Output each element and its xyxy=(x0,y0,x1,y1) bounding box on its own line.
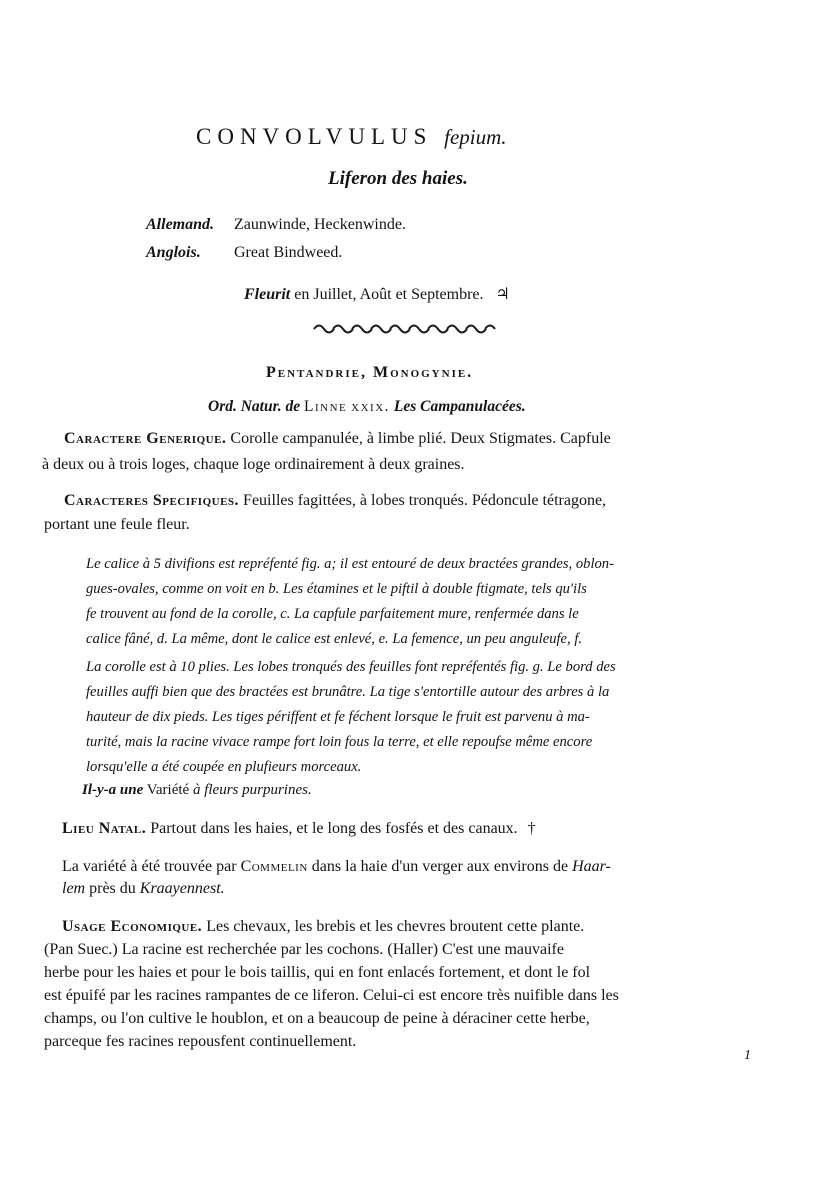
variety-note-continued xyxy=(62,880,225,898)
linnaean-class: Pentandrie, Monogynie. xyxy=(266,364,474,381)
usage-text: Les chevaux, les brebis et les chevres broutent cette plante. xyxy=(206,918,585,935)
note-place: lem xyxy=(62,880,86,897)
note-text: dans la haie d'un verger aux environs de xyxy=(311,858,569,875)
description-line: Le calice à 5 divifions est repréfenté fig. a; il est entouré de deux bractées grandes, oblon- xyxy=(86,556,614,572)
usage-label: Usage Economique. xyxy=(62,918,203,935)
usage-line: herbe pour les haies et pour le bois taillis, qui en font enlacés fortement, et dont le fol xyxy=(44,964,591,981)
description-line: turité, mais la racine vivace rampe fort loin fous la terre, et elle repoufse même encore xyxy=(86,734,593,750)
order-prefix: Ord. Natur. de xyxy=(208,398,301,415)
note-person: Commelin xyxy=(240,858,308,875)
variety-suffix: à fleurs purpurines. xyxy=(192,782,312,798)
generic-character-line xyxy=(64,430,611,448)
usage-line: parceque fes racines repousfent continuellement. xyxy=(44,1033,357,1050)
dagger-mark: † xyxy=(527,820,536,837)
vernacular-lang: Allemand. xyxy=(146,216,215,233)
generic-text-continued: à deux ou à trois loges, chaque loge ordinairement à deux graines. xyxy=(42,456,465,473)
order-author: Linne xyxy=(304,398,348,415)
note-text: près du xyxy=(89,880,136,897)
note-text: La variété à été trouvée par xyxy=(62,858,237,875)
vernacular-row xyxy=(146,216,406,234)
description-line: gues-ovales, comme on voit en b. Les étamines et le piftil à double ftigmate, tels qu'ils xyxy=(86,581,587,597)
variety-word: Variété xyxy=(146,782,190,798)
usage-line: champs, ou l'on cultive le houblon, et on a beaucoup de peine à déraciner cette herbe, xyxy=(44,1010,590,1027)
description-line: calice fâné, d. La même, dont le calice est enlevé, e. La femence, un peu anguleufe, f. xyxy=(86,631,583,647)
generic-text: Corolle campanulée, à limbe plié. Deux Stigmates. Capfule xyxy=(230,430,611,447)
habitat-line xyxy=(62,820,536,838)
specific-text: Feuilles fagittées, à lobes tronqués. Pédoncule tétragone, xyxy=(243,492,607,509)
usage-line: (Pan Suec.) La racine est recherchée par les cochons. (Haller) C'est une mauvaife xyxy=(44,941,564,958)
flowering-text: en Juillet, Août et Septembre. xyxy=(294,286,484,303)
genus-name: CONVOLVULUS xyxy=(196,124,433,149)
order-number: xxix. xyxy=(351,398,391,415)
vernacular-name: Zaunwinde, Heckenwinde. xyxy=(234,216,406,233)
vernacular-row xyxy=(146,244,342,262)
natural-order-line xyxy=(208,398,526,416)
perennial-mark: ♃ xyxy=(495,286,510,303)
order-name: Les Campanulacées. xyxy=(393,398,526,415)
page-mark: 1 xyxy=(744,1048,751,1063)
habitat-text: Partout dans les haies, et le long des fosfés et des canaux. xyxy=(150,820,518,837)
description-line: La corolle est à 10 plies. Les lobes tronqués des feuilles font repréfentés fig. g. Le bord des xyxy=(86,659,616,675)
generic-label: Caractere Generique. xyxy=(64,430,227,447)
description-line: fe trouvent au fond de la corolle, c. La capfule parfaitement mure, renfermée dans le xyxy=(86,606,579,622)
french-name: Liferon des haies. xyxy=(328,168,468,189)
page-title xyxy=(196,124,507,150)
species-name: fepium. xyxy=(444,125,507,149)
specific-text-continued: portant une feule fleur. xyxy=(44,516,190,533)
variety-prefix: Il-y-a une xyxy=(82,782,144,798)
description-line: hauteur de dix pieds. Les tiges périffent et fe féchent lorsque le fruit est parvenu à ma- xyxy=(86,709,590,725)
variety-line xyxy=(82,782,312,799)
note-place: Haar- xyxy=(572,858,611,875)
specific-label: Caracteres Specifiques. xyxy=(64,492,240,509)
note-place: Kraayennest. xyxy=(139,880,225,897)
description-line: feuilles auffi bien que des bractées est brunâtre. La tige s'entortille autour des arbres à la xyxy=(86,684,610,700)
description-line: lorsqu'elle a été coupée en plufieurs morceaux. xyxy=(86,759,362,775)
variety-note-line xyxy=(62,858,611,876)
usage-line xyxy=(62,918,584,936)
specific-character-line xyxy=(64,492,606,510)
usage-line: est épuifé par les racines rampantes de ce liferon. Celui-ci est encore très nuifible dans les xyxy=(44,987,619,1004)
flowering-line xyxy=(244,284,510,304)
vernacular-name: Great Bindweed. xyxy=(234,244,343,261)
flowering-label: Fleurit xyxy=(244,286,291,303)
habitat-label: Lieu Natal. xyxy=(62,820,147,837)
vernacular-lang: Anglois. xyxy=(146,244,201,261)
ornament-divider xyxy=(312,322,502,336)
